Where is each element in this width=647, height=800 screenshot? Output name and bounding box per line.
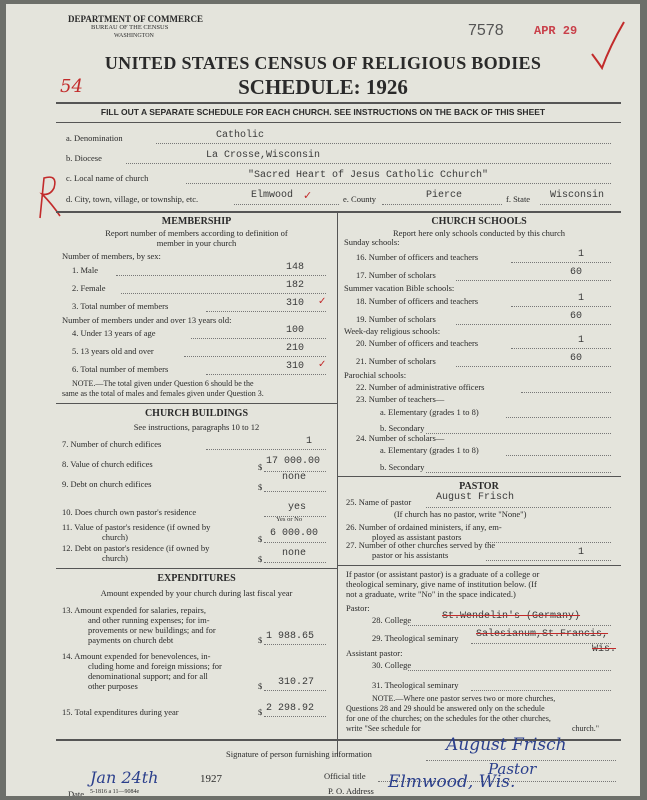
denomination-value: Catholic	[216, 130, 265, 141]
form-number: 5-1816 a 11—9084e	[90, 789, 140, 795]
church-name-label: c. Local name of church	[66, 173, 149, 183]
schools-title: CHURCH SCHOOLS	[431, 216, 527, 227]
male-count: 148	[286, 262, 305, 273]
over-13-count: 210	[286, 343, 305, 354]
received-stamp: APR 29	[534, 24, 578, 38]
bureau-label: BUREAU OF THE CENSUS	[91, 24, 169, 31]
census-schedule: DEPARTMENT OF COMMERCE BUREAU OF THE CENSUS WASHINGTON 7578 APR 29 54 UNITED STATES CENSUS OF RELIGIOUS BODIES SCHEDULE: 1926 FILL OUT A SEPARATE SCHEDULE FOR EACH CHURCH. SEE INSTRUCTIONS ON THE BACK OF THIS SHEET a. Denomination Catholic b. Diocese La Crosse,Wisconsin c. Local name of church "Sacred Heart of Jesus Catholic Cchurch" d. City, town, village, or township, etc. Elmwood ✓ e. County Pierce f. State Wisconsin MEMBERSHIP Report number of members according to definition of member in your church Number of members, by sex: 1. Male 148 2. Female 182 3. Total number of members 310 ✓ Number of members under and over 13 years old: 4. Under 13 years of age 100 5. 13 years old and over 210 6. Total number of members 310 ✓ NOTE.—The total given under Question 6 should be the same as the total of males and females given under Question 3. CHURCH BUILDINGS See instructions, paragraphs 10 to 12 7. Number of church edifices 1 8. Value of church edifices $ 17 000.00 9. Debt on church edifices $ none 10. Does church own pastor's residence yes Yes or No 11. Value of pastor's residence (if owned by church) $ 6 000.00 12. Debt on pastor's residence (if owned by church) $ none EXPENDITURES Amount expended by your church during last fiscal year 13. Amount expended for salaries, repairs, and other running expenses; for im- provements or new buildings; and for payments on church debt $ 1 988.65 14. Amount expended for benevolences, in- cluding home and foreign missions; for denominational support; and for all other purposes $ 310.27 15. Total expenditures during year $ 2 298.92 CHURCH SCHOOLS Report here only schools conducted by this church Sunday schools: 16. Number of officers and teachers 1 17. Number of scholars 60 Summer vacation Bible schools: 18. Number of officers and teachers 1 19. Number of scholars 60 Week-day religious schools: 20. Number of officers and teachers 1 21. Number of scholars 60 Parochial schools: 22. Number of administrative officers 23. Number of teachers— a. Elementary (grades 1 to 8) b. Secondary 24. Number of scholars— a. Elementary (grades 1 to 8) b. Secondary PASTOR 25. Name of pastor August Frisch (If church has no pastor, write "None") 26. Number of ordained ministers, if any, em- ployed as assistant pastors 27. Number of other churches served by the pastor or his assistants 1 If pastor (or assistant pastor) is a graduate of a college or theological seminary, give name of institution below. (If not a graduate, write "No" in the space indicated.) Pastor: 28. College St.Wendelin's (Germany) 29. Theological seminary Salesianum,St.Francis, Wis. Assistant pastor: 30. College 31. Theological seminary NOTE.—Where one pastor serves two or more churches, Questions 28 and 29 should be answered only on the schedule for one of the churches; on the schedules for the other churches, write "See schedule for church." Signature of person furnishing information August Frisch Official title Pastor Date Jan 24th 1927 5-1816 a 11—9084e P. O. Address Elmwood, Wis.	[6, 4, 640, 796]
edifices-debt: none	[282, 472, 307, 483]
diocese-label: b. Diocese	[66, 153, 102, 163]
expenditures-title: EXPENDITURES	[157, 573, 236, 584]
county-value: Pierce	[426, 190, 463, 201]
edifices-value: 17 000.00	[266, 456, 321, 467]
red-mark-number: 54	[60, 76, 83, 97]
county-label: e. County	[343, 194, 377, 204]
state-label: f. State	[506, 194, 531, 204]
city-value: Elmwood	[251, 190, 294, 201]
official-title-value: Pastor	[488, 760, 537, 778]
red-r-mark	[34, 172, 64, 222]
church-name-value: "Sacred Heart of Jesus Catholic Cchurch"	[248, 170, 489, 181]
signature: August Frisch	[446, 735, 567, 755]
running-expenses: 1 988.65	[266, 631, 315, 642]
owns-residence: yes	[288, 502, 307, 513]
total-members-sex: 310	[286, 298, 305, 309]
city-label-d: d. City, town, village, or township, etc.	[66, 194, 199, 204]
pastor-seminary: Salesianum,St.Francis,	[476, 629, 609, 640]
date-label: Date	[68, 789, 85, 796]
city-label: WASHINGTON	[114, 33, 154, 39]
form-title: UNITED STATES CENSUS OF RELIGIOUS BODIES	[104, 53, 542, 73]
schedule-title: SCHEDULE: 1926	[238, 75, 408, 99]
pastor-title: PASTOR	[459, 481, 499, 492]
department-label: DEPARTMENT OF COMMERCE	[68, 14, 204, 24]
official-title-label: Official title	[324, 771, 366, 781]
total-members-age: 310	[286, 361, 305, 372]
pastor-college: St.Wendelin's (Germany)	[442, 611, 581, 622]
signature-label: Signature of person furnishing information	[226, 749, 372, 759]
diocese-value: La Crosse,Wisconsin	[206, 150, 321, 161]
residence-debt: none	[282, 548, 307, 559]
address-label: P. O. Address	[328, 786, 374, 796]
instruction-line: FILL OUT A SEPARATE SCHEDULE FOR EACH CHURCH. SEE INSTRUCTIONS ON THE BACK OF THIS SHEET	[100, 107, 546, 117]
under-13-count: 100	[286, 325, 305, 336]
total-expenditures: 2 298.92	[266, 703, 315, 714]
benevolences: 310.27	[278, 677, 315, 688]
date-value: Jan 24th	[90, 768, 159, 787]
date-year: 1927	[200, 773, 222, 785]
denomination-label: a. Denomination	[66, 133, 123, 143]
residence-value: 6 000.00	[270, 528, 319, 539]
membership-title: MEMBERSHIP	[161, 216, 232, 227]
address-value: Elmwood, Wis.	[388, 772, 516, 792]
church-edifices-count: 1	[306, 436, 313, 447]
state-value: Wisconsin	[550, 190, 605, 201]
buildings-title: CHURCH BUILDINGS	[144, 408, 249, 419]
pastor-name: August Frisch	[436, 492, 515, 503]
female-count: 182	[286, 280, 305, 291]
schedule-number: 7578	[468, 22, 504, 39]
